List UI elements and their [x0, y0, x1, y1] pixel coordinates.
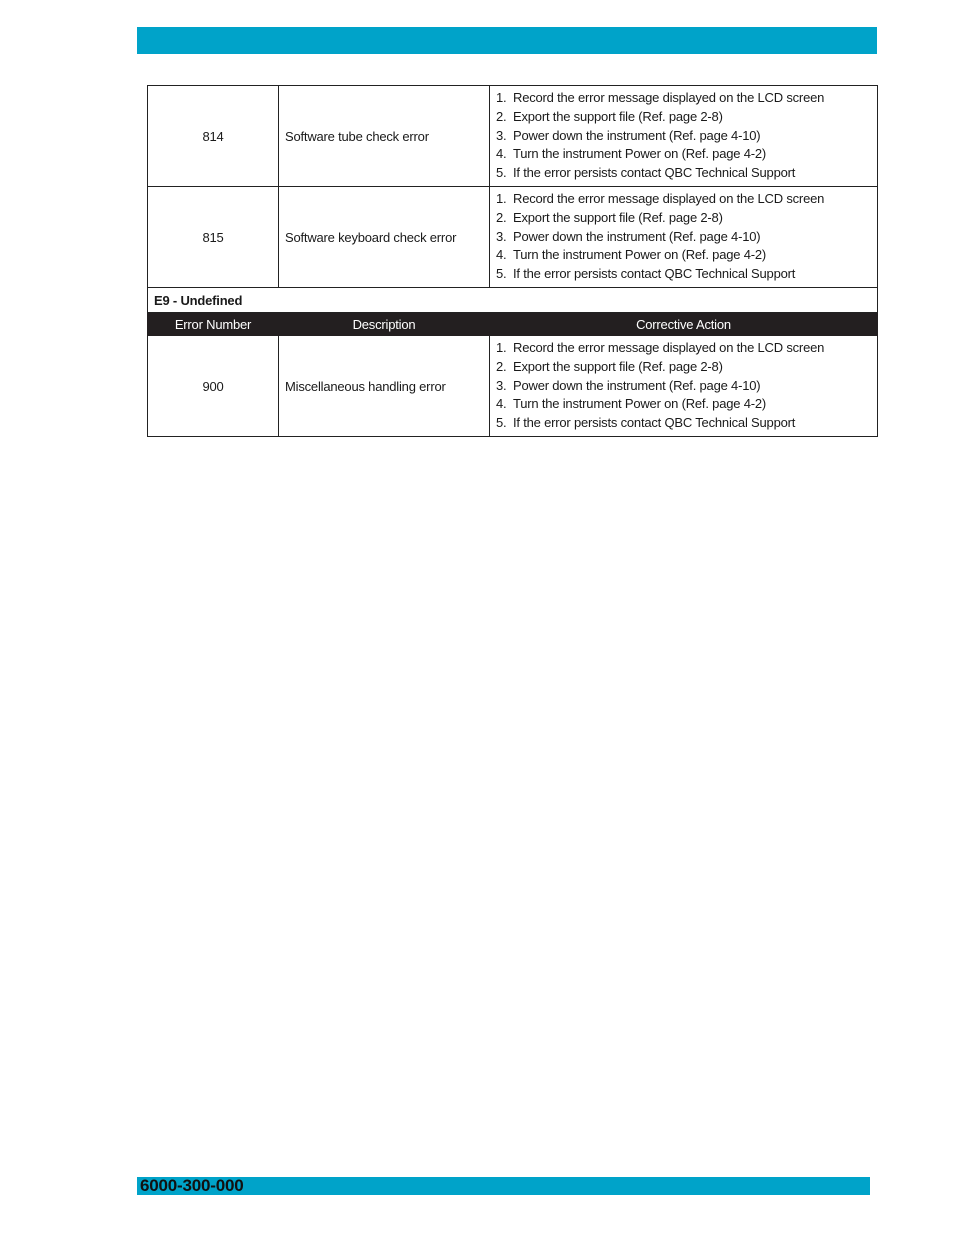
list-item: 3. Power down the instrument (Ref. page 4-10)	[496, 127, 761, 143]
list-item: 4. Turn the instrument Power on (Ref. page 4-2)	[496, 247, 767, 263]
list-item: 4. Turn the instrument Power on (Ref. page 4-2)	[496, 396, 767, 412]
column-header-error-number: Error Number	[148, 313, 279, 336]
column-header-row	[148, 313, 878, 336]
column-header-description: Description	[279, 313, 490, 336]
list-item: 2. Export the support file (Ref. page 2-8)	[496, 108, 723, 124]
error-number: 814	[148, 86, 279, 187]
corrective-action	[490, 336, 878, 437]
action-list	[496, 89, 877, 183]
footer-bar	[137, 1177, 870, 1195]
document-number: 6000-300-000	[140, 1176, 244, 1195]
table-row	[148, 86, 878, 187]
action-list	[496, 190, 877, 284]
list-item: 2. Export the support file (Ref. page 2-8)	[496, 358, 723, 374]
corrective-action	[490, 187, 878, 288]
list-item: 1. Record the error message displayed on the LCD screen	[496, 340, 825, 356]
list-item: 5. If the error persists contact QBC Technical Support	[496, 415, 796, 431]
corrective-action	[490, 86, 878, 187]
error-description: Software keyboard check error	[279, 187, 490, 288]
error-number: 815	[148, 187, 279, 288]
column-header-corrective-action: Corrective Action	[490, 313, 878, 336]
list-item: 3. Power down the instrument (Ref. page 4-10)	[496, 228, 761, 244]
error-description: Miscellaneous handling error	[279, 336, 490, 437]
list-item: 4. Turn the instrument Power on (Ref. page 4-2)	[496, 146, 767, 162]
error-number: 900	[148, 336, 279, 437]
error-table	[147, 85, 878, 437]
table-row	[148, 187, 878, 288]
header-bar	[137, 27, 877, 54]
table-row	[148, 336, 878, 437]
action-list	[496, 339, 877, 433]
list-item: 5. If the error persists contact QBC Technical Support	[496, 266, 796, 282]
list-item: 2. Export the support file (Ref. page 2-8)	[496, 209, 723, 225]
list-item: 5. If the error persists contact QBC Technical Support	[496, 165, 796, 181]
list-item: 1. Record the error message displayed on the LCD screen	[496, 90, 825, 106]
error-description: Software tube check error	[279, 86, 490, 187]
section-title: E9 - Undefined	[148, 288, 878, 313]
section-title-row	[148, 288, 878, 313]
list-item: 3. Power down the instrument (Ref. page 4-10)	[496, 377, 761, 393]
list-item: 1. Record the error message displayed on the LCD screen	[496, 191, 825, 207]
